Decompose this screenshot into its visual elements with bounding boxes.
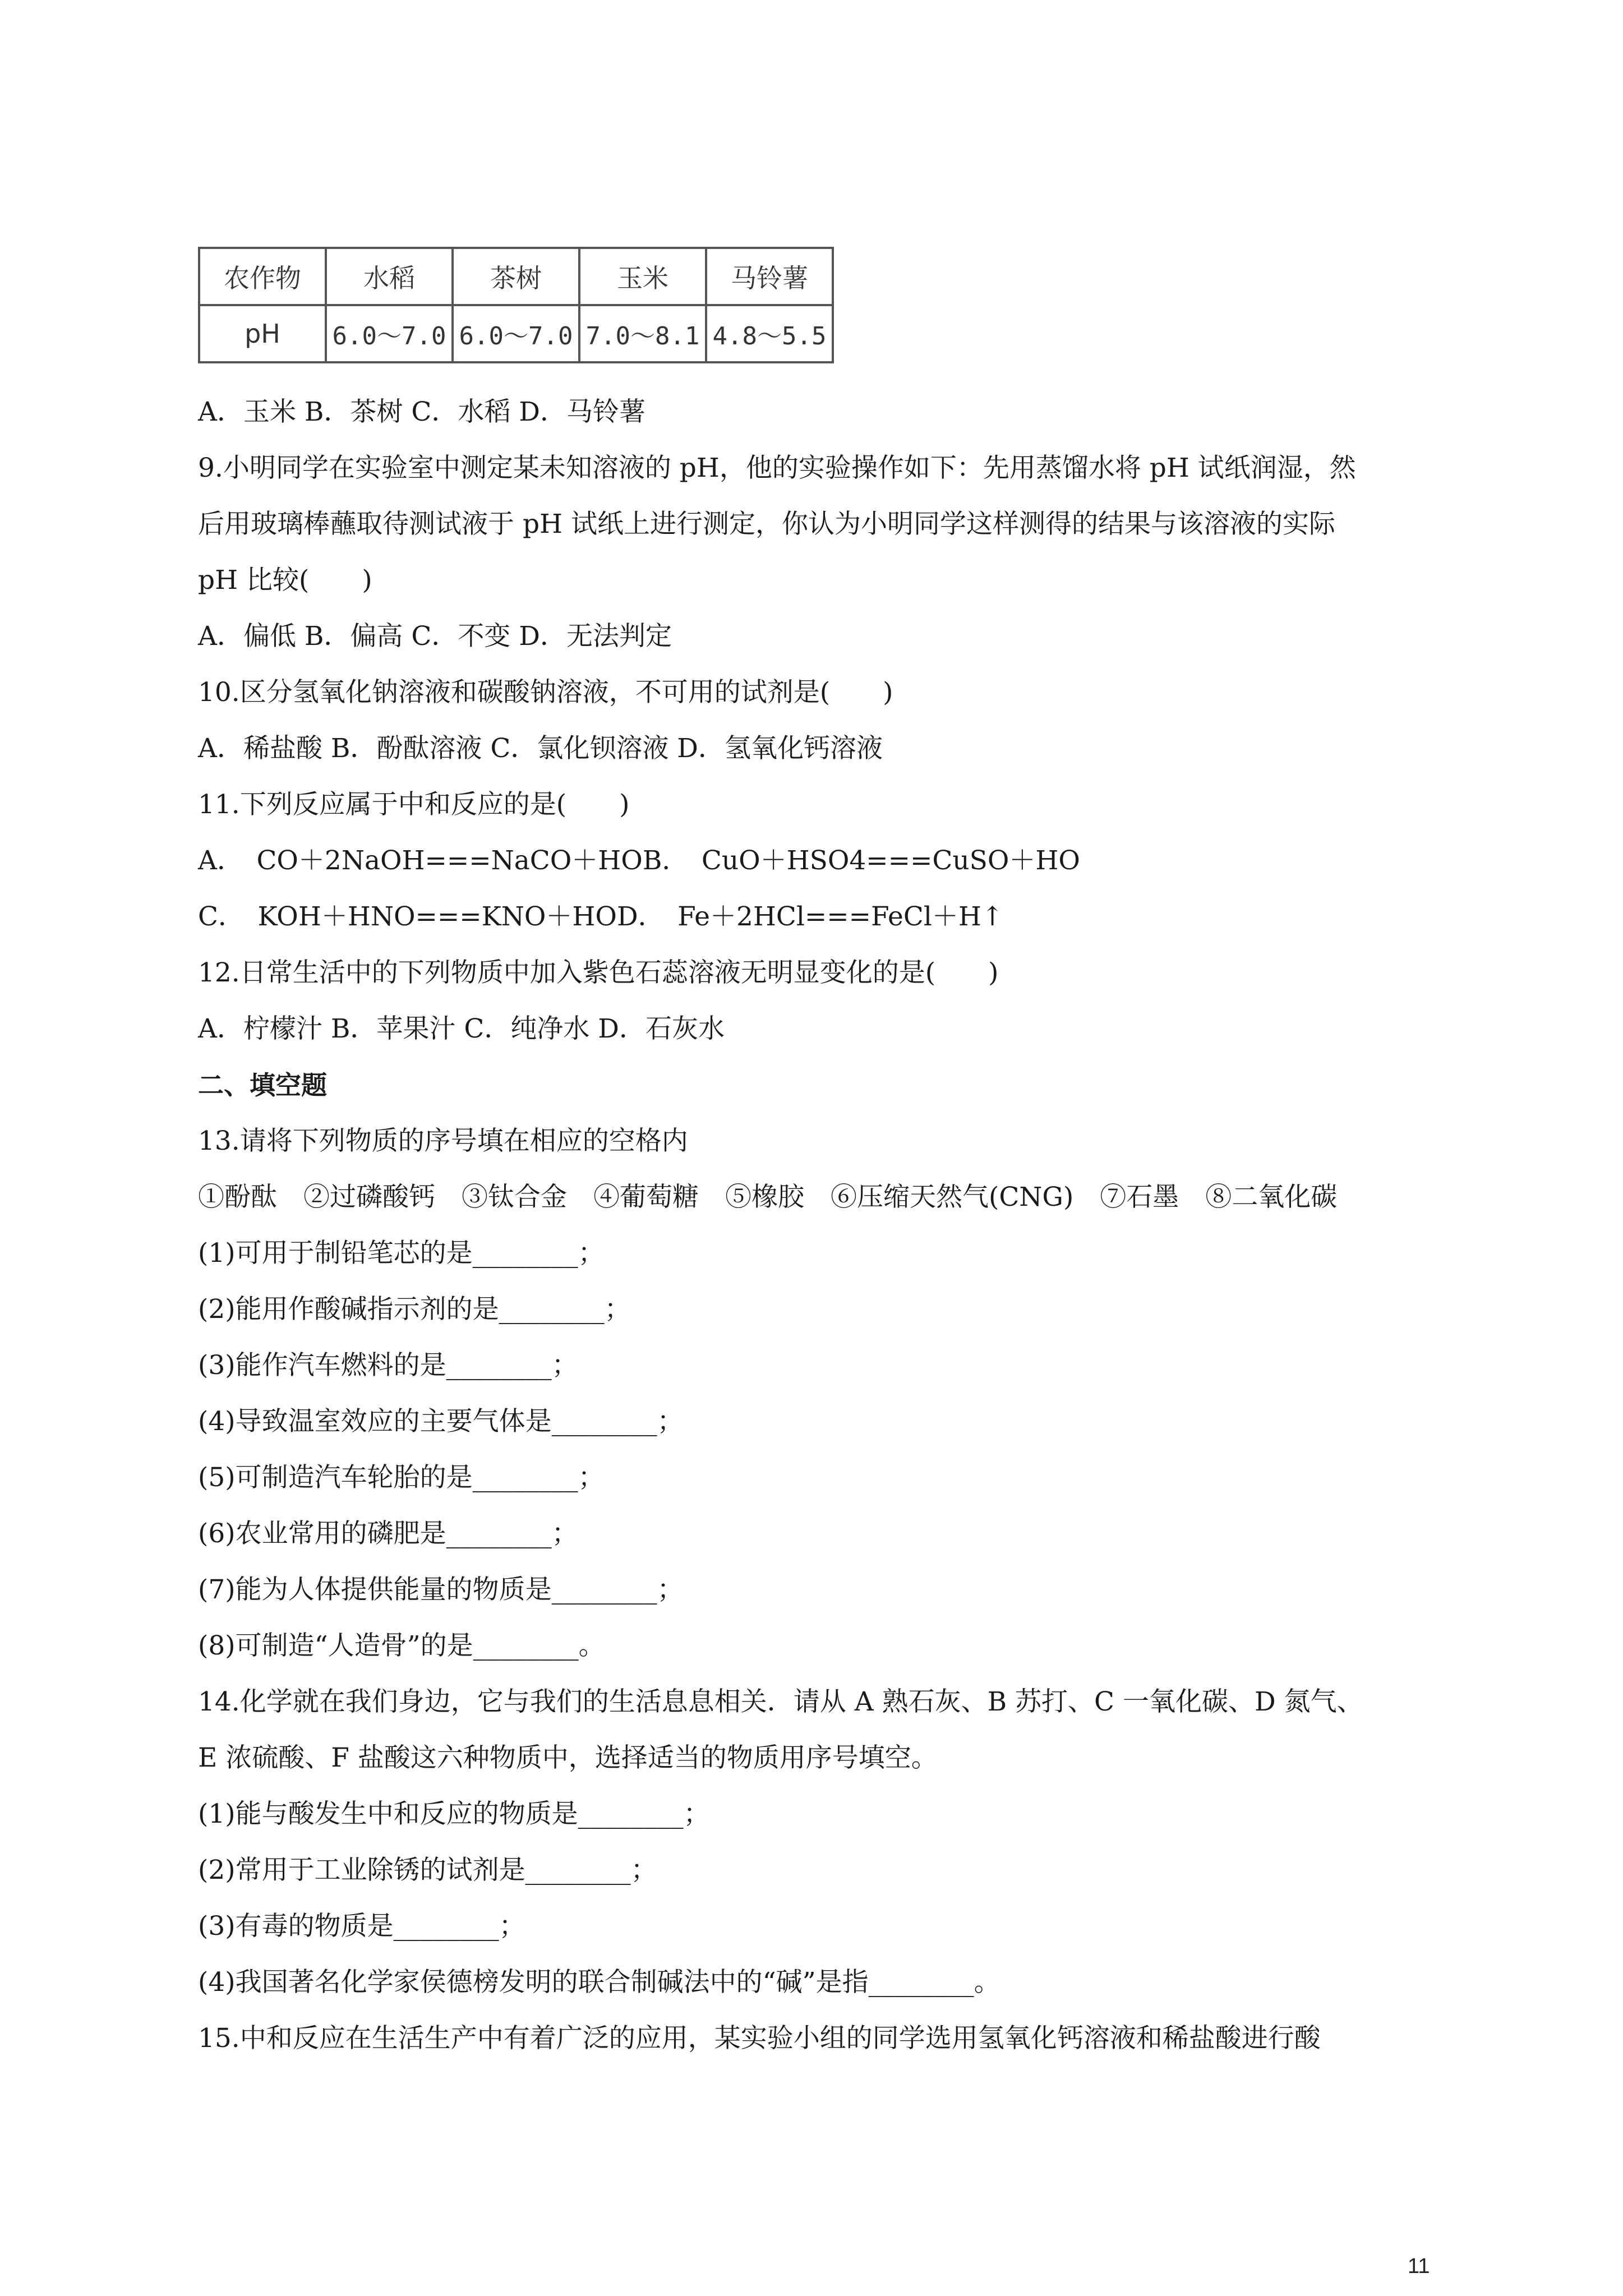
- q9-options: A．偏低 B．偏高 C．不变 D．无法判定: [198, 621, 672, 652]
- section-title: 二、填空题: [198, 1070, 327, 1100]
- q13-blank-1: (1)可用于制铅笔芯的是________；: [198, 1238, 605, 1269]
- q13-blank-5: (5)可制造汽车轮胎的是________；: [198, 1462, 605, 1493]
- q12-options: A．柠檬汁 B．苹果汁 C．纯净水 D．石灰水: [198, 1013, 725, 1044]
- q13-blank-8: (8)可制造“人造骨”的是________。: [198, 1630, 605, 1661]
- q14-blank-2: (2)常用于工业除锈的试剂是________；: [198, 1855, 657, 1885]
- equation-text: ＋H: [546, 901, 596, 932]
- table-cell: pH: [199, 305, 326, 362]
- q11-stem: 11.下列反应属于中和反应的是( ): [198, 789, 630, 820]
- q8-options: A．玉米 B．茶树 C．水稻 D．马铃薯: [198, 397, 645, 427]
- equation-text: ===KNO: [415, 901, 546, 932]
- table-header-cell: 农作物: [199, 248, 326, 305]
- table-row: [199, 305, 833, 362]
- q10-stem: 10.区分氢氧化钠溶液和碳酸钠溶液，不可用的试剂是( ): [198, 677, 893, 708]
- table-cell: 6.0～7.0: [453, 305, 579, 362]
- q13-substances: ①酚酞 ②过磷酸钙 ③钛合金 ④葡萄糖 ⑤橡胶 ⑥压缩天然气(CNG) ⑦石墨 ⑧二氧化碳: [198, 1182, 1338, 1212]
- q13-blank-7: (7)能为人体提供能量的物质是________；: [198, 1574, 684, 1605]
- q11-options-ab: [198, 844, 1080, 878]
- equation-text: OD． Fe＋2HCl===FeCl: [595, 901, 932, 932]
- q14-stem-line1: 14.化学就在我们身边，它与我们的生活息息相关．请从 A 熟石灰、B 苏打、C 一氧化碳、D 氮气、: [198, 1686, 1363, 1717]
- table-header-row: [199, 248, 833, 305]
- q9-stem-line2: 后用玻璃棒蘸取待测试液于 pH 试纸上进行测定，你认为小明同学这样测得的结果与该溶液的实际: [198, 509, 1335, 540]
- equation-text: A． CO: [198, 845, 298, 876]
- equation-text: SO4===CuSO: [809, 845, 1009, 876]
- table-cell: 6.0～7.0: [326, 305, 453, 362]
- equation-text: O: [1058, 845, 1080, 876]
- q12-stem: 12.日常生活中的下列物质中加入紫色石蕊溶液无明显变化的是( ): [198, 957, 999, 988]
- q9-stem-line3: pH 比较( ): [198, 565, 372, 596]
- equation-text: OB． CuO＋H: [621, 845, 810, 876]
- q14-blank-4: (4)我国著名化学家侯德榜发明的联合制碱法中的“碱”是指________。: [198, 1967, 1000, 1998]
- q11-options-cd: [198, 900, 1003, 934]
- q10-options: A．稀盐酸 B．酚酞溶液 C．氯化钡溶液 D．氢氧化钙溶液: [198, 733, 883, 764]
- q14-blank-1: (1)能与酸发生中和反应的物质是________；: [198, 1799, 710, 1829]
- q13-blank-3: (3)能作汽车燃料的是________；: [198, 1350, 578, 1381]
- q13-blank-2: (2)能用作酸碱指示剂的是________；: [198, 1294, 631, 1325]
- q13-blank-6: (6)农业常用的磷肥是________；: [198, 1518, 578, 1549]
- equation-text: ＋H: [932, 901, 981, 932]
- table-header-cell: 水稻: [326, 248, 453, 305]
- q9-stem-line1: 9.小明同学在实验室中测定某未知溶液的 pH，他的实验操作如下：先用蒸馏水将 pH 试纸润湿，然: [198, 453, 1356, 483]
- equation-text: CO: [529, 845, 572, 876]
- equation-text: ＋H: [1009, 845, 1059, 876]
- table-header-cell: 茶树: [453, 248, 579, 305]
- equation-text: ＋2NaOH===Na: [298, 845, 530, 876]
- equation-text: C． KOH＋HNO: [198, 901, 416, 932]
- table-cell: 4.8～5.5: [706, 305, 833, 362]
- up-arrow-icon: ↑: [981, 901, 1004, 932]
- table-cell: 7.0～8.1: [579, 305, 706, 362]
- equation-text: ＋H: [571, 845, 621, 876]
- crop-ph-table: [198, 247, 834, 363]
- page-number: 11: [1408, 2254, 1430, 2278]
- q13-stem: 13.请将下列物质的序号填在相应的空格内: [198, 1126, 688, 1156]
- q15-stem-line1: 15.中和反应在生活生产中有着广泛的应用，某实验小组的同学选用氢氧化钙溶液和稀盐酸进行酸: [198, 2023, 1321, 2054]
- q14-blank-3: (3)有毒的物质是________；: [198, 1911, 525, 1942]
- q14-stem-line2: E 浓硫酸、F 盐酸这六种物质中，选择适当的物质用序号填空。: [198, 1742, 938, 1773]
- table-header-cell: 马铃薯: [706, 248, 833, 305]
- table-header-cell: 玉米: [579, 248, 706, 305]
- q13-blank-4: (4)导致温室效应的主要气体是________；: [198, 1406, 684, 1437]
